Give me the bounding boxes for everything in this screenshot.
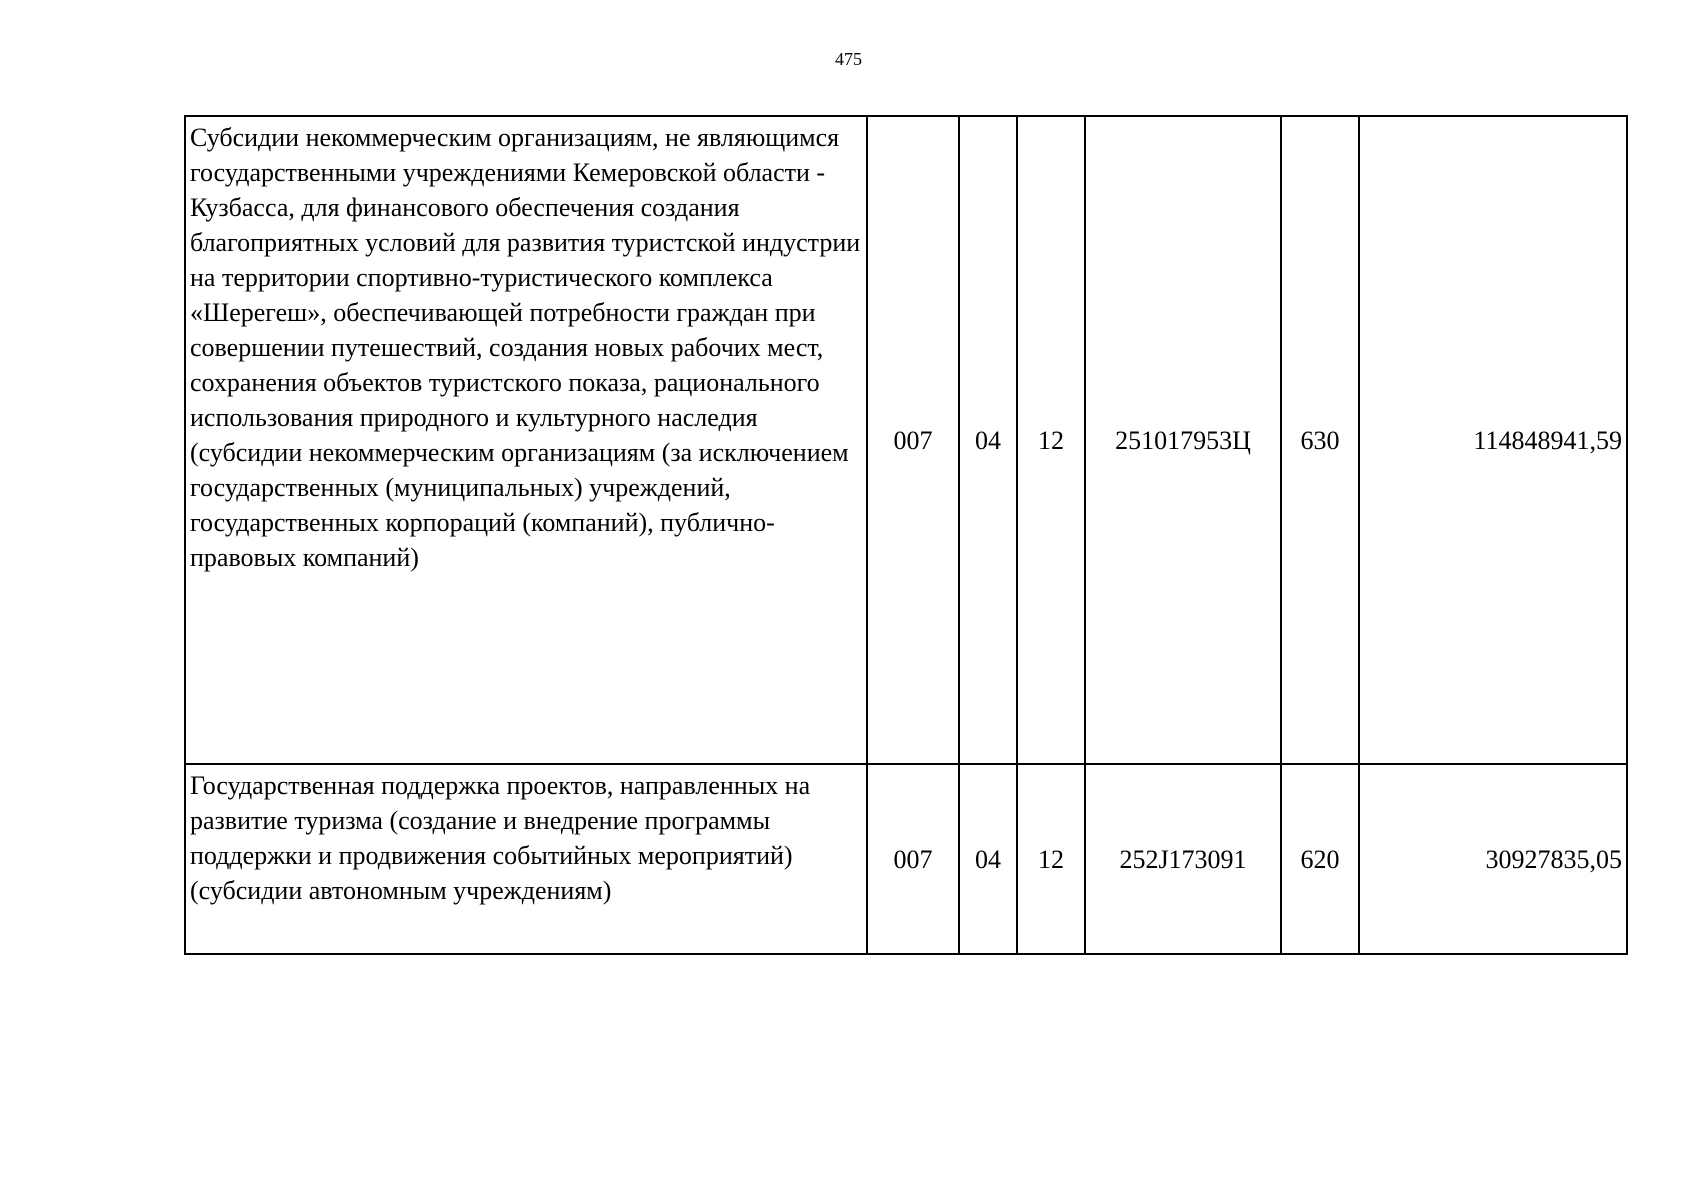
target-article-cell: 251017953Ц [1085, 116, 1281, 764]
ministry-code-cell: 007 [867, 116, 959, 764]
subsection-code-cell: 12 [1017, 116, 1085, 764]
section-code-cell: 04 [959, 116, 1017, 764]
description-cell: Субсидии некоммерческим организациям, не являющимся государственными учреждениями Кемеровской области - Кузбасса, для финансового обеспечения создания благоприятных условий для развития туристской индустрии на территории спортивно-туристического комплекса «Шерегеш», обеспечивающей потребности граждан при совершении путешествий, создания новых рабочих мест, сохранения объектов туристского показа, рационального использования природного и культурного наследия (субсидии некоммерческим организациям (за исключением государственных (муниципальных) учреждений, государственных корпораций (компаний), публично-правовых компаний) [185, 116, 867, 764]
expense-type-cell: 630 [1281, 116, 1359, 764]
section-code-cell: 04 [959, 764, 1017, 954]
subsection-code-cell: 12 [1017, 764, 1085, 954]
amount-cell: 114848941,59 [1359, 116, 1627, 764]
ministry-code-cell: 007 [867, 764, 959, 954]
target-article-cell: 252J173091 [1085, 764, 1281, 954]
expense-type-cell: 620 [1281, 764, 1359, 954]
table-row [185, 116, 1627, 764]
page-number: 475 [835, 49, 862, 69]
description-cell: Государственная поддержка проектов, направленных на развитие туризма (создание и внедрение программы поддержки и продвижения событийных мероприятий) (субсидии автономным учреждениям) [185, 764, 867, 954]
amount-cell: 30927835,05 [1359, 764, 1627, 954]
table-row [185, 764, 1627, 954]
budget-table [184, 115, 1628, 955]
